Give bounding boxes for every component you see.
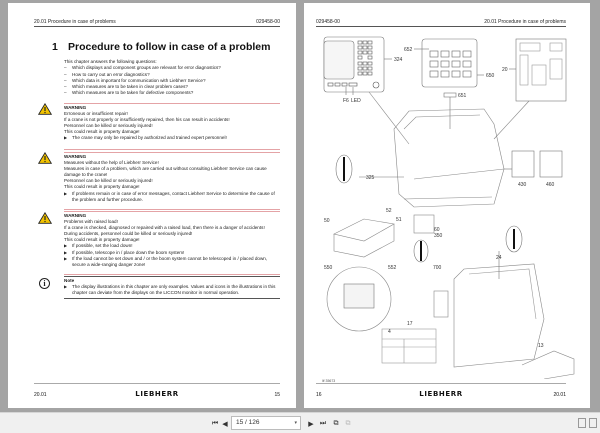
header-section-title: 20.01 Procedure in case of problems [34, 19, 116, 25]
footer-version: 20.01 [553, 392, 566, 398]
warning-block-1 [64, 103, 280, 150]
svg-text:700: 700 [433, 265, 442, 271]
divider [64, 209, 280, 210]
svg-text:LED: LED [351, 98, 361, 104]
header-doc-number: 029458-00 [316, 19, 340, 25]
previous-page-button[interactable] [220, 418, 230, 429]
warning-action: ▶ If problems remain or in case of error messages, contact Liebherr Service to determine the cause of the problem and further procedure. [64, 191, 280, 203]
crane-cab-diagram [304, 29, 590, 379]
list-item: – Which measures are to be taken in clear problem cases? [64, 84, 280, 90]
warning-line: During accidents, personnel could be killed or seriously injured! [64, 231, 193, 237]
warning-icon [38, 152, 52, 164]
warning-line: If a crane is not properly or insufficiently repaired, then his can result in accidents! [64, 117, 230, 123]
list-item: – Which data is important for communication with Liebherr Service? [64, 78, 280, 84]
svg-text:325: 325 [366, 175, 375, 181]
divider [64, 274, 280, 275]
warning-block-2 [64, 152, 280, 209]
list-item: – Which measures are to be taken for defective components? [64, 90, 280, 96]
question-list [64, 65, 280, 96]
warning-action: ▶ If possible, telescope in / place down the boom system! [64, 250, 280, 256]
paste-icon: ⧉ [345, 419, 351, 427]
svg-text:651: 651 [458, 93, 467, 99]
paste-page-button[interactable] [343, 418, 353, 429]
svg-text:652: 652 [404, 47, 413, 53]
svg-text:13: 13 [538, 343, 544, 349]
warning-title: WARNING [64, 213, 87, 218]
svg-text:60: 60 [434, 227, 440, 233]
header-section-title: 20.01 Procedure in case of problems [484, 19, 566, 25]
next-page-button[interactable] [306, 418, 316, 429]
liebherr-logo: LIEBHERR [135, 390, 179, 398]
divider [64, 149, 280, 150]
svg-text:350: 350 [434, 233, 443, 239]
intro-text: This chapter answers the following questions: [64, 59, 157, 64]
circuit-board-illustration [509, 39, 566, 101]
warning-block-3 [64, 211, 280, 275]
svg-text:430: 430 [518, 182, 527, 188]
list-item: – Which displays and component groups are relevant for error diagnostics? [64, 65, 280, 71]
note-block [64, 276, 280, 299]
warning-line: Erroneous or insufficient repair! [64, 111, 128, 117]
first-page-button[interactable] [210, 418, 220, 429]
next-page-icon: ▶ [308, 420, 314, 428]
warning-line: Personnel can be killed or seriously injured! [64, 123, 153, 129]
page-indicator: 15 / 126 [236, 419, 260, 426]
svg-text:51: 51 [396, 217, 402, 223]
svg-text:20: 20 [502, 67, 508, 73]
warning-line: Measures without the help of Liebherr Service! [64, 160, 159, 166]
running-header [316, 19, 566, 27]
warning-action: ▶ If possible, set the load down! [64, 243, 280, 249]
copy-icon: ⧉ [333, 419, 339, 427]
note-title: Note [64, 278, 75, 283]
copy-page-button[interactable] [331, 418, 341, 429]
liebherr-logo: LIEBHERR [419, 390, 463, 398]
previous-page-icon: ◀ [222, 420, 228, 428]
list-item: – How to carry out an error diagnostics? [64, 72, 280, 78]
svg-text:17: 17 [407, 321, 413, 327]
footer-version: 20.01 [34, 392, 47, 398]
svg-text:324: 324 [394, 57, 403, 63]
first-page-icon: ⏮ [211, 419, 219, 427]
warning-line: If a crane is checked, diagnosed or repaired with a raised load, then there is a danger of accidents! [64, 225, 265, 231]
warning-line: This could result in property damage! [64, 184, 140, 190]
warning-line: Personnel can be killed or seriously injured! [64, 178, 153, 184]
single-page-view-button[interactable] [578, 418, 586, 428]
warning-title: WARNING [64, 105, 87, 110]
page-number-input[interactable] [231, 416, 301, 430]
running-header [34, 19, 280, 27]
chapter-number: 1 [52, 41, 58, 53]
header-doc-number: 029458-00 [256, 19, 280, 25]
last-page-button[interactable] [318, 418, 328, 429]
document-page-15 [8, 3, 296, 408]
warning-line: This could result in property damage! [64, 237, 140, 243]
note-text: ▶ The display illustrations in this chapter are only examples. Values and icons in the illustrations in this chapter can deviate from the displays on the LICCON monitor in normal operation. [64, 284, 280, 296]
cab-frame-illustration [369, 92, 529, 207]
warning-icon [38, 212, 52, 224]
svg-text:F6: F6 [343, 98, 349, 104]
page-number: 16 [316, 392, 322, 398]
svg-text:50: 50 [324, 218, 330, 224]
document-page-16 [304, 3, 590, 408]
viewer-toolbar [0, 412, 600, 433]
last-page-icon: ⏭ [319, 419, 327, 427]
monitor-illustration [324, 37, 392, 95]
intro-section [64, 59, 280, 97]
figure-id: lif 35673 [322, 379, 336, 383]
info-icon: i [39, 278, 50, 289]
warning-title: WARNING [64, 154, 87, 159]
warning-action: ▶ The crane may only be repaired by authorized and trained expert personnel! [64, 135, 280, 141]
chevron-down-icon[interactable]: ▾ [294, 420, 297, 426]
svg-text:550: 550 [324, 265, 333, 271]
warning-action: ▶ If the load cannot be set down and / or the boom system cannot be telescoped in / placed down, secure a wide-ranging danger zone! [64, 256, 280, 268]
warning-line: This could result in property damage! [64, 129, 140, 135]
svg-text:24: 24 [496, 255, 502, 261]
warning-line: Measures in case of a problem, which are carried out without consulting Liebherr Service can cause damage to the crane! [64, 166, 267, 178]
page-footer [316, 383, 566, 403]
svg-text:4: 4 [388, 329, 391, 335]
bookmark-button[interactable] [589, 418, 597, 428]
warning-icon [38, 103, 52, 115]
warning-line: Problems with raised load! [64, 219, 118, 225]
svg-text:52: 52 [386, 208, 392, 214]
chapter-title-text: Procedure to follow in case of a problem [68, 41, 271, 53]
page-number: 15 [274, 392, 280, 398]
svg-text:650: 650 [486, 73, 495, 79]
page-footer [34, 383, 280, 403]
svg-text:552: 552 [388, 265, 397, 271]
svg-text:460: 460 [546, 182, 555, 188]
